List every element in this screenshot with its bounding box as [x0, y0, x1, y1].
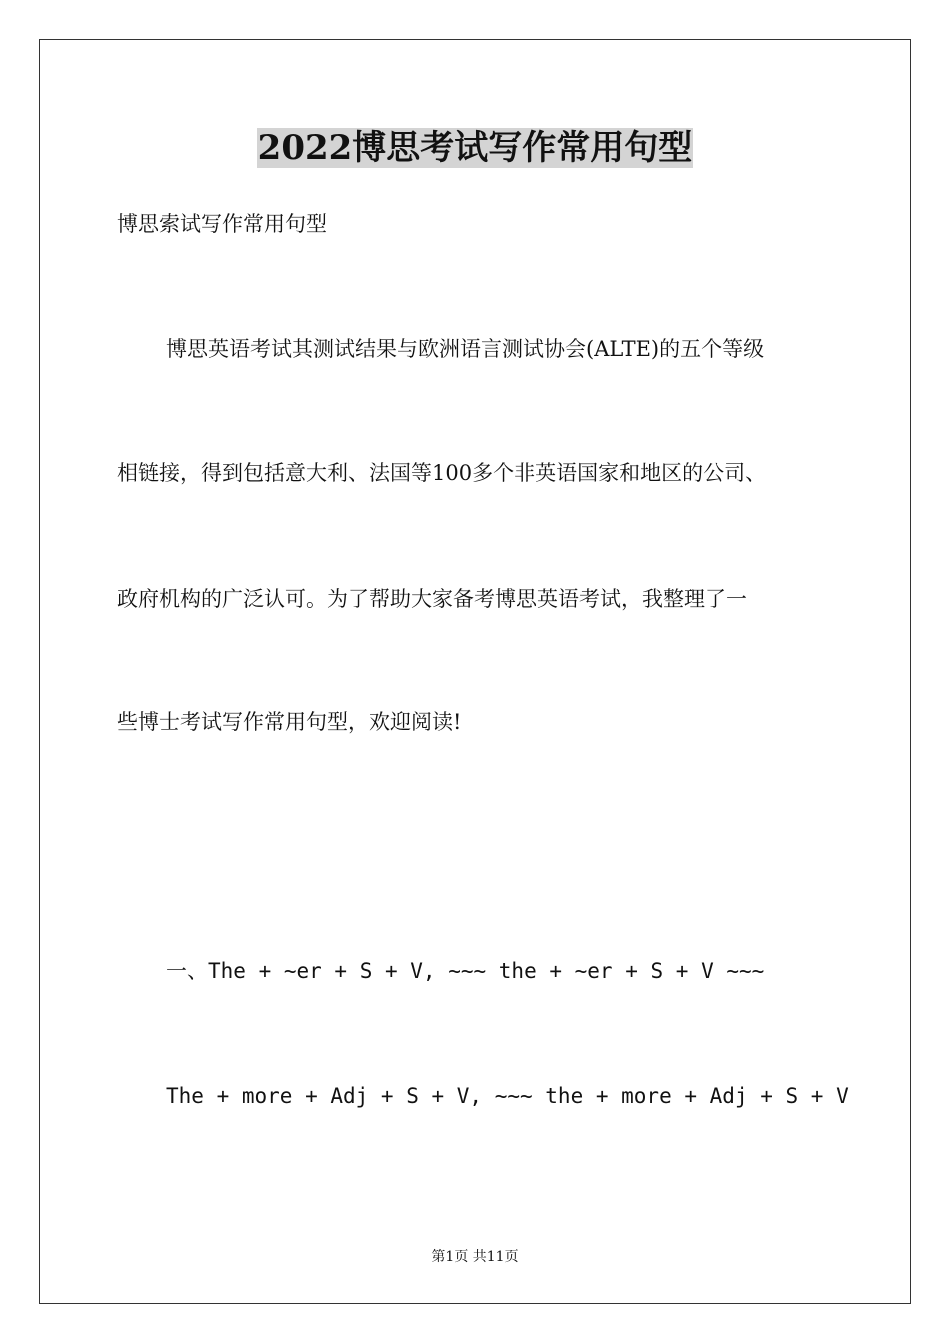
pattern-line-2: The + more + Adj + S + V, ~~~ the + more + Adj + S + V [166, 1084, 849, 1108]
paragraph-line-2: 相链接，得到包括意大利、法国等100多个非英语国家和地区的公司、 [117, 461, 767, 485]
page-number-footer: 第1页 共11页 [431, 1249, 519, 1265]
document-subtitle: 博思索试写作常用句型 [117, 212, 327, 236]
pattern-line-1: 一、The + ~er + S + V, ~~~ the + ~er + S + V ~~~ [166, 959, 765, 983]
paragraph-line-1: 博思英语考试其测试结果与欧洲语言测试协会(ALTE)的五个等级 [166, 337, 765, 361]
paragraph-line-4: 些博士考试写作常用句型，欢迎阅读! [117, 710, 462, 734]
document-title-text: 2022博思考试写作常用句型 [257, 128, 693, 168]
document-title [0, 124, 950, 172]
paragraph-line-3: 政府机构的广泛认可。为了帮助大家备考博思英语考试，我整理了一 [117, 587, 747, 611]
